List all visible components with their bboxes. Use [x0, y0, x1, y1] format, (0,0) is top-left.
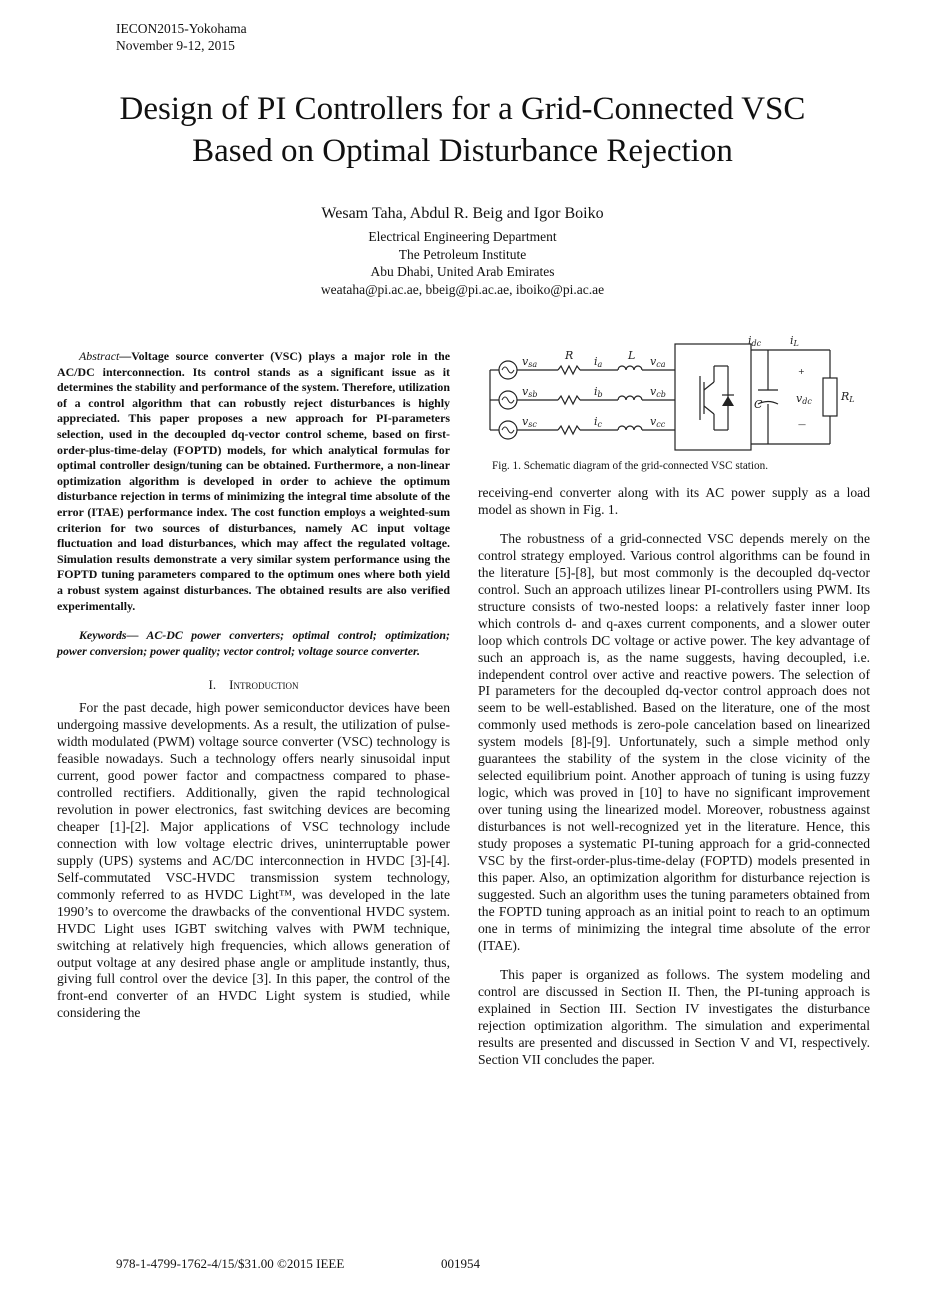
keywords — [57, 628, 450, 659]
title-line-2: Based on Optimal Disturbance Rejection — [192, 133, 733, 169]
right-column — [478, 485, 870, 1068]
conference-name: IECON2015-Yokohama — [116, 21, 247, 36]
abstract-text: —Voltage source converter (VSC) plays a major role in the AC/DC interconnection. Its control stands as a significant issue as it determines the stability and performance of the system. Therefore, utilization of a control algorithm that can robustly reject disturbances is highly appreciated. This paper proposes a new approach for PI-parameters selection, used in the decoupled dq-vector control scheme, based on first-order-plus-time-delay (FOPTD) models, for which analytical formulas for optimal controller design/tuning can be obtained. Furthermore, a non-linear optimization algorithm is developed in order to achieve the optimum disturbance rejection in terms of minimizing the integral time absolute of the error (ITAE) performance index. The cost function employs a weighted-sum criterion for two sources of disturbances, namely AC input voltage fluctuation and load disturbances, which may affect the regulated voltage. Simulation results demonstrate a very similar system performance using the FOPTD tuning parameters compared to the optimum ones where both yield a robust system against disturbances. The obtained results are also verified experimentally. — [57, 349, 450, 613]
label-RL: RL — [841, 390, 855, 404]
footer-page-number: 001954 — [441, 1256, 480, 1271]
diode-symbol — [722, 396, 734, 406]
label-vdc: vdc — [796, 392, 812, 406]
label-vsb: vsb — [522, 385, 538, 399]
figure-caption: Fig. 1. Schematic diagram of the grid-connected VSC station. — [492, 460, 769, 472]
label-ia: ia — [594, 355, 603, 369]
label-minus: — — [798, 420, 806, 429]
authors: Wesam Taha, Abdul R. Beig and Igor Boiko — [321, 205, 604, 222]
label-vsa: vsa — [522, 355, 538, 369]
section-number: I. — [208, 677, 217, 693]
right-paragraph-1: The robustness of a grid-connected VSC depends merely on the control strategy employed. Various control algorithms can be found in the literature [5]-[8], but most commonly is the decoupled dq-vector control. Such an approach utilizes linear PI-controllers using PWM. Its structure consists of two-nested loops: a relatively faster inner loop which controls d- and q-axes current components, and a slower outer loop which controls DC voltage or active power. The key advantage of such an approach is, as the name suggests, having decoupled, i.e. independent control over active and reactive powers. The selection of PI parameters for the decoupled dq-vector control approach does not seem to be well-established. Based on the literature, one of the most commonly used methods is zero-pole cancelation based on linearized system models [8]-[9]. Unfortunately, such a simple method only guarantees the stability of the system in the close vicinity of the selected equilibrium point. Another approach of tuning is using fuzzy logic, which was proved in [10] to have no significant improvement over tuning using the linearized model. Moreover, robustness against disturbances is not well-recognized yet in the literature. Hence, this study proposes a systematic PI-tuning approach for a grid-connected VSC by the first-order-plus-time-delay (FOPTD) models presented in this paper. Also, an optimization algorithm for disturbance rejection is suggested. Such an algorithm uses the tuning parameters obtained from the FOPTD tuning approach as an initial point to reach to an optimum one in terms of minimizing the integral time absolute of the error (ITAE). — [478, 530, 870, 953]
emails: weataha@pi.ac.ae, bbeig@pi.ac.ae, iboiko@pi.ac.ae — [320, 281, 605, 297]
label-ib: ib — [594, 385, 603, 399]
label-vcc: vcc — [650, 415, 666, 429]
paper-title — [0, 88, 925, 172]
label-L: L — [628, 349, 636, 362]
section-title: Introduction — [229, 677, 299, 693]
abstract-label: Abstract — [79, 349, 120, 363]
label-R: R — [565, 349, 574, 362]
intro-paragraph: For the past decade, high power semiconductor devices have been undergoing massive developments. As a result, the utilization of pulse-width modulated (PWM) voltage source converter (VSC) technology is feasible nowadays. Such a technology offers nearly sinusoidal input current, good power factor and compactness compared to phase-controlled rectifiers. Additionally, given the rapid technological revolution in power electronics, fast switching devices are becoming cheaper [1]-[2]. Major applications of VSC technology include connection with low voltage electric drives, uninterruptable power supply (UPS) systems and AC/DC interconnection in HVDC [3]-[4]. Self-commutated VSC-HVDC transmission system technology, commonly referred to as HVDC Light™, was developed in the late 1990’s to overcome the drawbacks of the conventional HVDC system. HVDC Light uses IGBT switching valves with PWM technique, switching at relatively high frequencies, which allows generation of output voltage at any desired phase angle or amplitude instantly, thus, giving full control over the device [3]. In this paper, the control of the front-end converter of an HVDC Light system is studied, while considering the — [57, 700, 450, 1021]
right-paragraph-0: receiving-end converter along with its AC power supply as a load model as shown in Fig. 1. — [478, 485, 870, 517]
label-C: C — [754, 398, 763, 411]
label-idc: idc — [748, 334, 762, 348]
section-heading — [57, 677, 450, 694]
keywords-text: AC-DC power converters; optimal control; optimization; power conversion; power quality; vector control; voltage source converter. — [57, 628, 450, 658]
title-line-1: Design of PI Controllers for a Grid-Connected VSC — [119, 91, 806, 127]
abstract — [57, 349, 450, 614]
conference-dates: November 9-12, 2015 — [116, 38, 235, 53]
conference-header — [116, 20, 247, 54]
affiliation — [0, 228, 925, 298]
label-vcb: vcb — [650, 385, 666, 399]
label-iL: iL — [790, 334, 799, 348]
vsc-schematic-figure — [478, 326, 870, 456]
location: Abu Dhabi, United Arab Emirates — [370, 264, 555, 279]
label-vca: vca — [650, 355, 666, 369]
right-paragraph-2: This paper is organized as follows. The system modeling and control are discussed in Section II. Then, the PI-tuning approach is explained in Section III. Section IV investigates the disturbance rejection optimization algorithm. The simulation and experimental results are presented and discussed in Section V and VI, respectively. Section VII concludes the paper. — [478, 966, 870, 1067]
department: Electrical Engineering Department — [368, 229, 557, 244]
left-column — [57, 349, 450, 1022]
label-plus: + — [798, 367, 805, 376]
footer-isbn: 978-1-4799-1762-4/15/$31.00 ©2015 IEEE — [116, 1256, 345, 1271]
label-vsc: vsc — [522, 415, 537, 429]
label-ic: ic — [594, 415, 603, 429]
institute: The Petroleum Institute — [398, 246, 527, 262]
keywords-label: Keywords— — [79, 628, 139, 643]
